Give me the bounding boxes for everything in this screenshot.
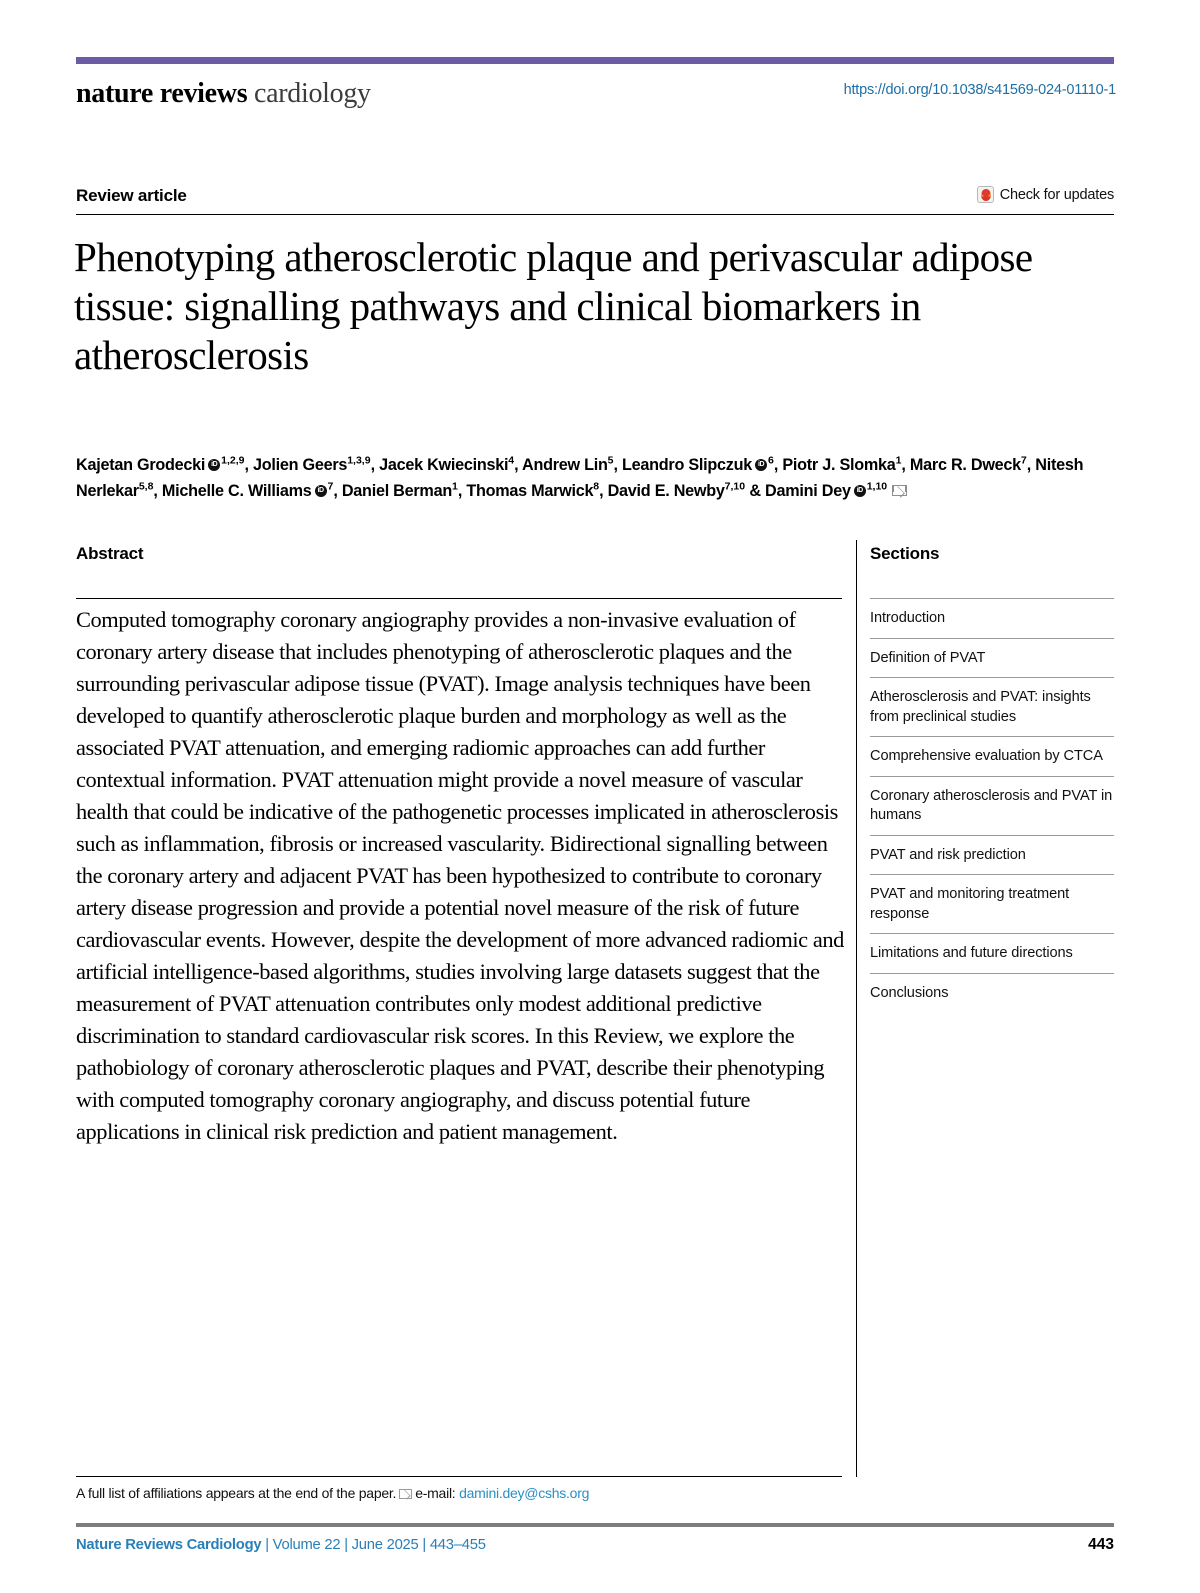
author-name: Andrew Lin <box>522 456 608 474</box>
abstract-divider <box>76 598 842 599</box>
envelope-icon <box>399 1489 412 1499</box>
sections-list-item[interactable] <box>870 638 1114 678</box>
footer-rule <box>76 1523 1114 1527</box>
journal-logo-bold: nature reviews <box>76 78 248 109</box>
orcid-icon[interactable] <box>315 485 327 497</box>
abstract-text: Computed tomography coronary angiography provides a non-invasive evaluation of coronary artery disease that includes phenotyping of atherosclerotic plaques and the surrounding perivascular adipose tissue (PVAT). Image analysis techniques have been developed to quantify atherosclerotic plaque burden and morphology as well as the associated PVAT attenuation, and emerging radiomic approaches can add further contextual information. PVAT attenuation might provide a novel measure of vascular health that could be indicative of the pathogenetic processes implicated in atherosclerosis such as inflammation, fibrosis or increased vascularity. Bidirectional signalling between the coronary artery and adjacent PVAT has been hypothesized to contribute to coronary artery disease progression and provide a potential novel measure of the risk of future cardiovascular events. However, despite the development of more advanced radiomic and artificial intelligence-based algorithms, studies involving large datasets suggest that the measurement of PVAT attenuation contributes only modest additional predictive discrimination to standard cardiovascular risk scores. In this Review, we explore the pathobiology of coronary atherosclerotic plaques and PVAT, describe their phenotyping with computed tomography coronary angiography, and discuss potential future applications in clinical risk prediction and patient management. <box>76 607 844 1144</box>
affiliation-note: A full list of affiliations appears at the end of the paper. <box>76 1485 397 1501</box>
sections-list-item-label: PVAT and risk prediction <box>870 846 1026 863</box>
footer-journal-name: Nature Reviews Cardiology <box>76 1537 262 1553</box>
sections-list-item[interactable] <box>870 835 1114 875</box>
sections-list-item[interactable] <box>870 973 1114 1013</box>
sections-heading: Sections <box>870 544 940 563</box>
author-name: Jolien Geers <box>253 456 348 474</box>
masthead-accent-rule <box>76 57 1114 64</box>
affiliation-marker: 6 <box>768 454 774 467</box>
author-list: Kajetan Grodecki iD $^{1,2,9}$, Jolien Geers$^{1,3,9}$, Jacek Kwiecinski$^4$, Andrew Lin$^5$, Leandro Slipczuk iD $^6$, Piotr J. Slomka$^1$, Marc R. Dweck$^7$, Nitesh Nerlekar$^{5,8}$, Michelle C. Williams iD $^7$, Daniel Berman$^1$, Thomas Marwick$^8$, David E. Newby$^{7,10}$ & Damini Dey iD $^{1,10}$ <box>76 452 1086 504</box>
article-type-divider <box>76 214 1114 215</box>
check-for-updates-label: Check for updates <box>999 186 1114 203</box>
affiliation-marker: 1,2,9 <box>221 454 245 467</box>
affiliation-marker: 1 <box>895 454 902 467</box>
author-name: Piotr J. Slomka <box>782 456 896 474</box>
sections-list-item[interactable] <box>870 736 1114 776</box>
envelope-icon[interactable] <box>892 485 907 496</box>
affiliation-marker: 5,8 <box>138 480 154 493</box>
affiliation-marker: 4 <box>508 454 515 467</box>
article-type-row <box>76 185 1114 211</box>
author-name: Jacek Kwiecinski <box>379 456 509 474</box>
sections-list-item-label: Comprehensive evaluation by CTCA <box>870 748 1103 764</box>
orcid-icon[interactable] <box>755 459 767 471</box>
sections-list-item[interactable] <box>870 677 1114 736</box>
masthead <box>76 78 1116 112</box>
abstract-heading: Abstract <box>76 544 144 563</box>
affiliation-marker: 5 <box>607 454 614 467</box>
sections-list-item-label: Introduction <box>870 610 946 626</box>
page-title: Phenotyping atherosclerotic plaque and perivascular adipose tissue: signalling pathways and clinical biomarkers in atherosclerosis <box>74 234 1033 378</box>
footer-volume-info: | Volume 22 | June 2025 | 443–455 <box>261 1537 486 1553</box>
author-name: Leandro Slipczuk <box>621 456 753 474</box>
author-name: Nitesh Nerlekar <box>76 456 1084 500</box>
orcid-icon[interactable] <box>208 459 220 471</box>
author-name: Kajetan Grodecki <box>76 456 206 474</box>
sections-list-item[interactable] <box>870 776 1114 835</box>
sections-list-item[interactable] <box>870 933 1114 973</box>
footer-citation[interactable] <box>76 1537 486 1553</box>
doi-link[interactable]: https://doi.org/10.1038/s41569-024-01110-1 <box>843 82 1116 98</box>
sections-list-item-label: Limitations and future directions <box>870 945 1073 961</box>
email-link[interactable]: damini.dey@cshs.org <box>459 1485 590 1501</box>
check-for-updates[interactable] <box>977 186 1114 203</box>
affiliation-marker: 8 <box>593 480 600 493</box>
affiliation-marker: 7 <box>327 480 334 493</box>
footer <box>76 1535 1114 1561</box>
sections-list-item-label: Atherosclerosis and PVAT: insights from preclinical studies <box>870 689 1091 725</box>
sections-list-item[interactable] <box>870 598 1114 638</box>
page-number: 443 <box>1088 1536 1114 1553</box>
orcid-icon[interactable] <box>854 485 866 497</box>
email-label: e-mail: <box>415 1485 456 1501</box>
journal-logo <box>76 78 371 110</box>
sections-list-item-label: PVAT and monitoring treatment response <box>870 886 1070 922</box>
footnote-divider <box>76 1476 842 1477</box>
sections-list-item-label: Coronary atherosclerosis and PVAT in humans <box>870 787 1113 823</box>
sections-list-item[interactable] <box>870 874 1114 933</box>
crossmark-badge-icon <box>977 186 994 203</box>
affiliation-marker: 7 <box>1020 454 1027 467</box>
sections-list-item-label: Conclusions <box>870 984 949 1001</box>
sections-list-item-label: Definition of PVAT <box>870 649 986 666</box>
author-name: Thomas Marwick <box>466 482 594 500</box>
affiliation-marker: 7,10 <box>724 480 746 493</box>
affiliation-marker: 1 <box>451 480 458 493</box>
affiliation-marker: 1,3,9 <box>347 454 371 467</box>
footnote <box>76 1484 876 1503</box>
author-name: & Damini Dey <box>749 482 851 500</box>
author-name: David E. Newby <box>607 482 725 500</box>
author-name: Michelle C. Williams <box>161 482 312 500</box>
affiliation-marker: 1,10 <box>866 480 888 493</box>
journal-logo-light: cardiology <box>247 78 371 109</box>
author-name: Marc R. Dweck <box>909 456 1021 474</box>
author-name: Daniel Berman <box>341 482 452 500</box>
column-divider <box>856 540 857 1477</box>
sections-list <box>870 598 1114 1012</box>
article-type-label: Review article <box>76 186 187 205</box>
